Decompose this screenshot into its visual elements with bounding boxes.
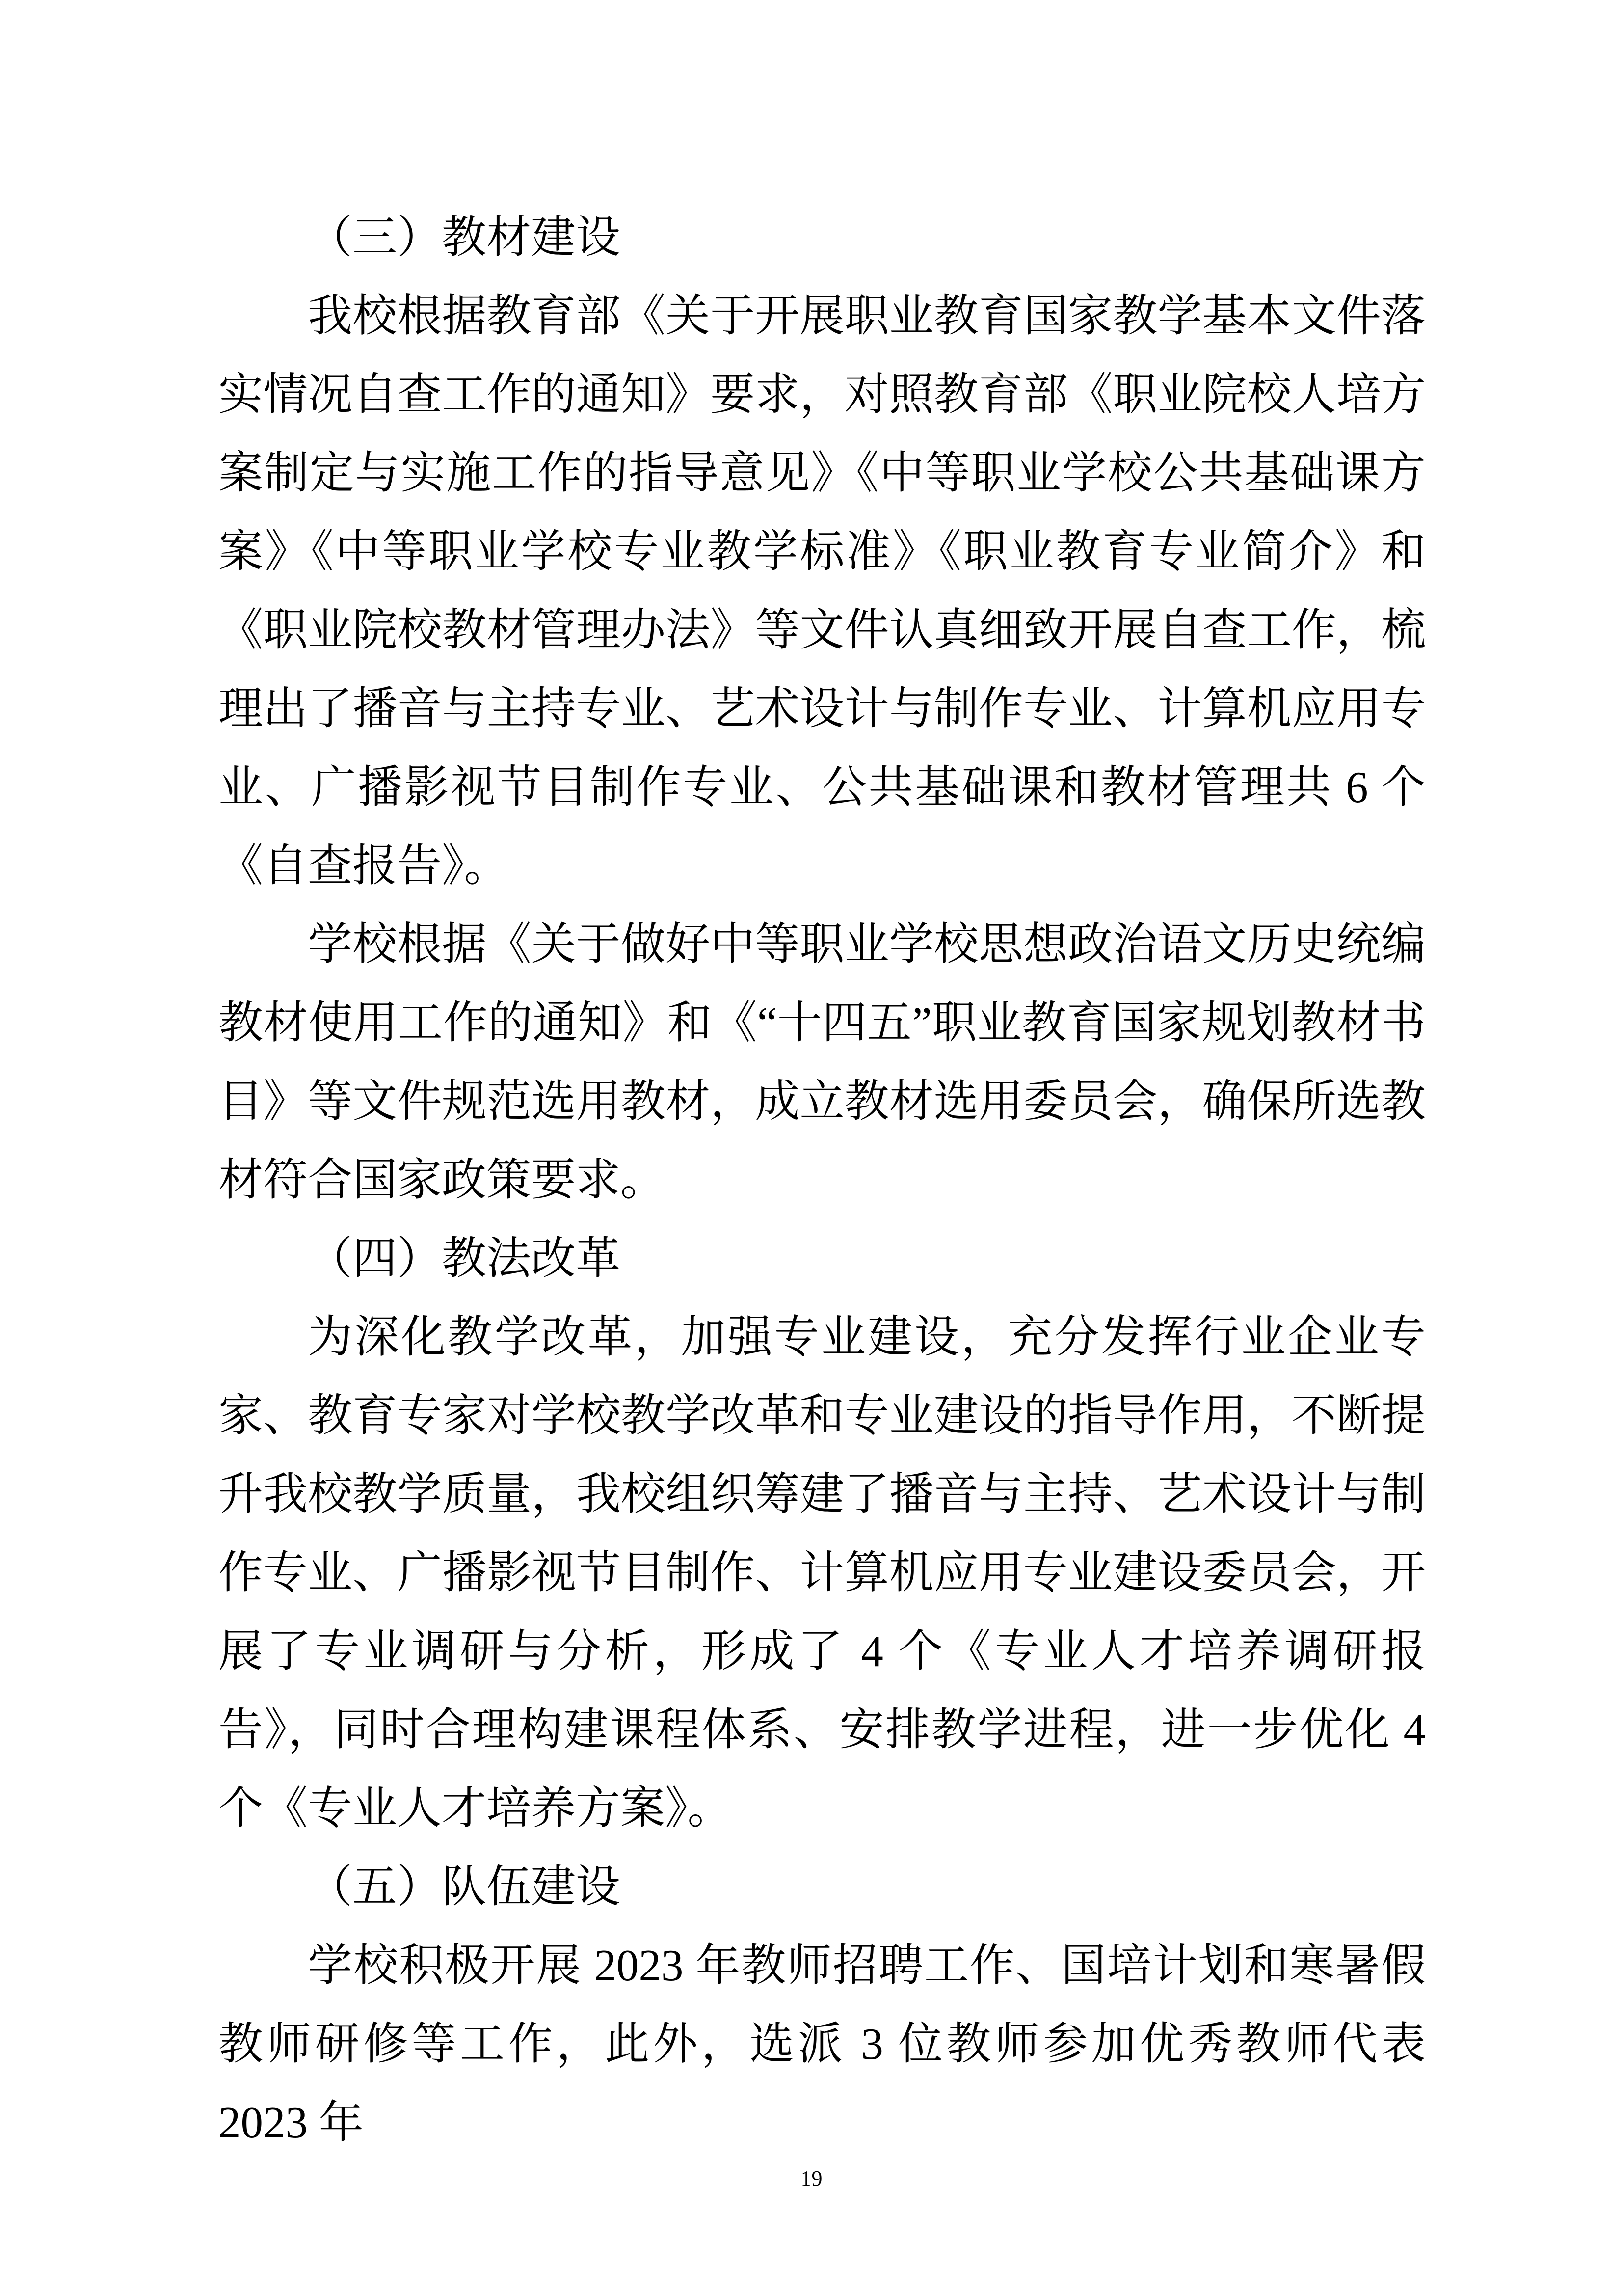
body-paragraph: 我校根据教育部《关于开展职业教育国家教学基本文件落实情况自查工作的通知》要求，对照教育部《职业院校人培方案制定与实施工作的指导意见》《中等职业学校公共基础课方案》《中等职业学校专业教学标准》《职业教育专业简介》和《职业院校教材管理办法》等文件认真细致开展自查工作，梳理出了播音与主持专业、艺术设计与制作专业、计算机应用专业、广播影视节目制作专业、公共基础课和教材管理共 6 个《自查报告》。 bbox=[218, 291, 1426, 891]
section-heading-team-building: （五）队伍建设 bbox=[308, 1862, 621, 1912]
section-heading-teaching-method-reform: （四）教法改革 bbox=[308, 1234, 621, 1283]
page-number: 19 bbox=[800, 2166, 823, 2190]
document-body bbox=[218, 198, 1426, 2162]
body-paragraph: 为深化教学改革，加强专业建设，充分发挥行业企业专家、教育专家对学校教学改革和专业建设的指导作用，不断提升我校教学质量，我校组织筹建了播音与主持、艺术设计与制作专业、广播影视节目制作、计算机应用专业建设委员会，开展了专业调研与分析，形成了 4 个《专业人才培养调研报告》，同时合理构建课程体系、安排教学进程，进一步优化 4 个《专业人才培养方案》。 bbox=[218, 1312, 1426, 1833]
body-paragraph: 学校根据《关于做好中等职业学校思想政治语文历史统编教材使用工作的通知》和《“十四五”职业教育国家规划教材书目》等文件规范选用教材，成立教材选用委员会，确保所选教材符合国家政策要求。 bbox=[218, 919, 1426, 1205]
section-heading-teaching-materials: （三）教材建设 bbox=[308, 213, 621, 262]
body-paragraph: 学校积极开展 2023 年教师招聘工作、国培计划和寒暑假教师研修等工作，此外，选派 3 位教师参加优秀教师代表 2023 年 bbox=[218, 1941, 1426, 2147]
